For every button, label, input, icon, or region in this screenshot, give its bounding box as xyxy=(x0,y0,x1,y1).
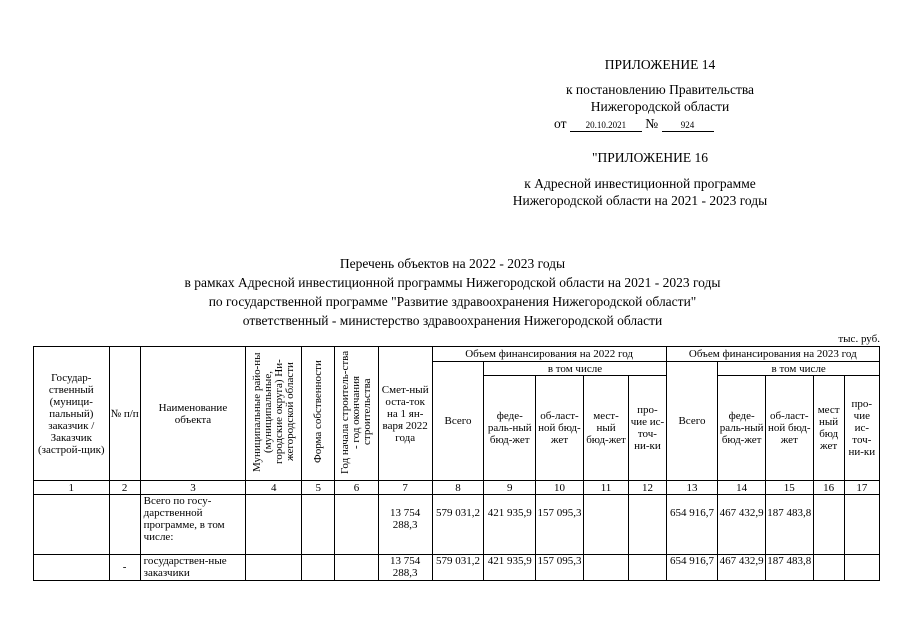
col-num: 5 xyxy=(302,481,335,495)
header-including-2022: в том числе xyxy=(484,362,666,376)
cell-total-2022: 579 031,2 xyxy=(432,555,484,581)
cell-years xyxy=(335,495,378,555)
cell-other-2022 xyxy=(629,495,666,555)
header-estimate: Смет-ный остa-ток на 1 ян-варя 2022 года xyxy=(378,347,432,481)
list-title-line3: по государственной программе "Развитие здравоохранения Нижегородской области" xyxy=(208,294,697,309)
cell-local-2023 xyxy=(813,555,844,581)
program-line2: Нижегородской области на 2021 - 2023 годы xyxy=(512,193,768,208)
cell-customer xyxy=(34,495,110,555)
units-label: тыс. руб. xyxy=(838,333,880,345)
cell-years xyxy=(335,555,378,581)
header-total-2022: Всего xyxy=(432,362,484,481)
col-num: 4 xyxy=(246,481,302,495)
list-title-line1: Перечень объектов на 2022 - 2023 годы xyxy=(339,256,566,271)
header-regional-2022: об-ласт-ной бюд-жет xyxy=(536,376,584,481)
table-row xyxy=(34,555,880,581)
header-local-2022: мест-ный бюд-жет xyxy=(583,376,629,481)
col-num: 10 xyxy=(536,481,584,495)
col-num: 7 xyxy=(378,481,432,495)
cell-estimate: 13 754 288,3 xyxy=(378,555,432,581)
col-num: 6 xyxy=(335,481,378,495)
objects-table xyxy=(33,346,880,581)
cell-total-2023: 654 916,7 xyxy=(666,555,718,581)
cell-federal-2023: 467 432,9 xyxy=(718,495,766,555)
cell-federal-2022: 421 935,9 xyxy=(484,495,536,555)
cell-num: - xyxy=(109,555,140,581)
col-num: 16 xyxy=(813,481,844,495)
cell-local-2023 xyxy=(813,495,844,555)
header-federal-2022: феде-раль-ный бюд-жет xyxy=(484,376,536,481)
col-num: 12 xyxy=(629,481,666,495)
col-num: 17 xyxy=(844,481,879,495)
resolution-date-line xyxy=(554,116,754,132)
resolution-date: 20.10.2021 xyxy=(570,120,642,132)
header-num: № п/п xyxy=(109,347,140,481)
resolution-number: 924 xyxy=(662,120,714,132)
header-ownership: Форма собственности xyxy=(302,347,335,481)
col-num: 2 xyxy=(109,481,140,495)
cell-regional-2023: 187 483,8 xyxy=(765,495,813,555)
cell-regional-2023: 187 483,8 xyxy=(765,555,813,581)
cell-name: Всего по госу-дарственной программе, в том числе: xyxy=(140,495,246,555)
list-title-line4: ответственный - министерство здравоохранения Нижегородской области xyxy=(242,313,663,328)
column-numbers-row xyxy=(34,481,880,495)
cell-total-2022: 579 031,2 xyxy=(432,495,484,555)
cell-ownership xyxy=(302,495,335,555)
resolution-line2: Нижегородской области xyxy=(590,99,730,114)
cell-ownership xyxy=(302,555,335,581)
cell-local-2022 xyxy=(583,495,629,555)
header-local-2023: мест ный бюд жет xyxy=(813,376,844,481)
header-districts: Муниципальные райо-ны (муниципальные, городские округа) Ни-жегородской области xyxy=(246,347,302,481)
number-sign: № xyxy=(645,116,659,131)
col-num: 14 xyxy=(718,481,766,495)
col-num: 9 xyxy=(484,481,536,495)
col-num: 8 xyxy=(432,481,484,495)
cell-federal-2023: 467 432,9 xyxy=(718,555,766,581)
header-other-2022: про-чие ис-точ-ни-ки xyxy=(629,376,666,481)
header-including-2023: в том числе xyxy=(718,362,880,376)
col-num: 3 xyxy=(140,481,246,495)
col-num: 1 xyxy=(34,481,110,495)
header-federal-2023: феде-раль-ный бюд-жет xyxy=(718,376,766,481)
header-years: Год начала строитель-ства - год окончания строительства xyxy=(335,347,378,481)
header-regional-2023: об-ласт-ной бюд-жет xyxy=(765,376,813,481)
appendix-label: ПРИЛОЖЕНИЕ 14 xyxy=(604,57,716,72)
cell-federal-2022: 421 935,9 xyxy=(484,555,536,581)
resolution-line1: к постановлению Правительства xyxy=(565,82,755,97)
program-line1: к Адресной инвестиционной программе xyxy=(524,176,756,191)
cell-other-2022 xyxy=(629,555,666,581)
cell-name: государствен-ные заказчики xyxy=(140,555,246,581)
cell-total-2023: 654 916,7 xyxy=(666,495,718,555)
cell-local-2022 xyxy=(583,555,629,581)
cell-regional-2022: 157 095,3 xyxy=(536,495,584,555)
col-num: 13 xyxy=(666,481,718,495)
list-title-line2: в рамках Адресной инвестиционной программы Нижегородской области на 2021 - 2023 годы xyxy=(184,275,721,290)
header-customer: Государ-ственный (муници-пальный) заказчик / Заказчик (застрой-щик) xyxy=(34,347,110,481)
cell-num xyxy=(109,495,140,555)
header-fin-2023: Объем финансирования на 2023 год xyxy=(666,347,879,362)
appendix2-label: "ПРИЛОЖЕНИЕ 16 xyxy=(591,150,709,165)
header-name: Наименование объекта xyxy=(140,347,246,481)
col-num: 15 xyxy=(765,481,813,495)
header-fin-2022: Объем финансирования на 2022 год xyxy=(432,347,666,362)
cell-estimate: 13 754 288,3 xyxy=(378,495,432,555)
cell-regional-2022: 157 095,3 xyxy=(536,555,584,581)
header-other-2023: про-чие ис-точ-ни-ки xyxy=(844,376,879,481)
cell-other-2023 xyxy=(844,555,879,581)
cell-customer xyxy=(34,555,110,581)
header-total-2023: Всего xyxy=(666,362,718,481)
cell-districts xyxy=(246,495,302,555)
col-num: 11 xyxy=(583,481,629,495)
cell-districts xyxy=(246,555,302,581)
cell-other-2023 xyxy=(844,495,879,555)
from-label: от xyxy=(554,116,567,131)
table-row xyxy=(34,495,880,555)
